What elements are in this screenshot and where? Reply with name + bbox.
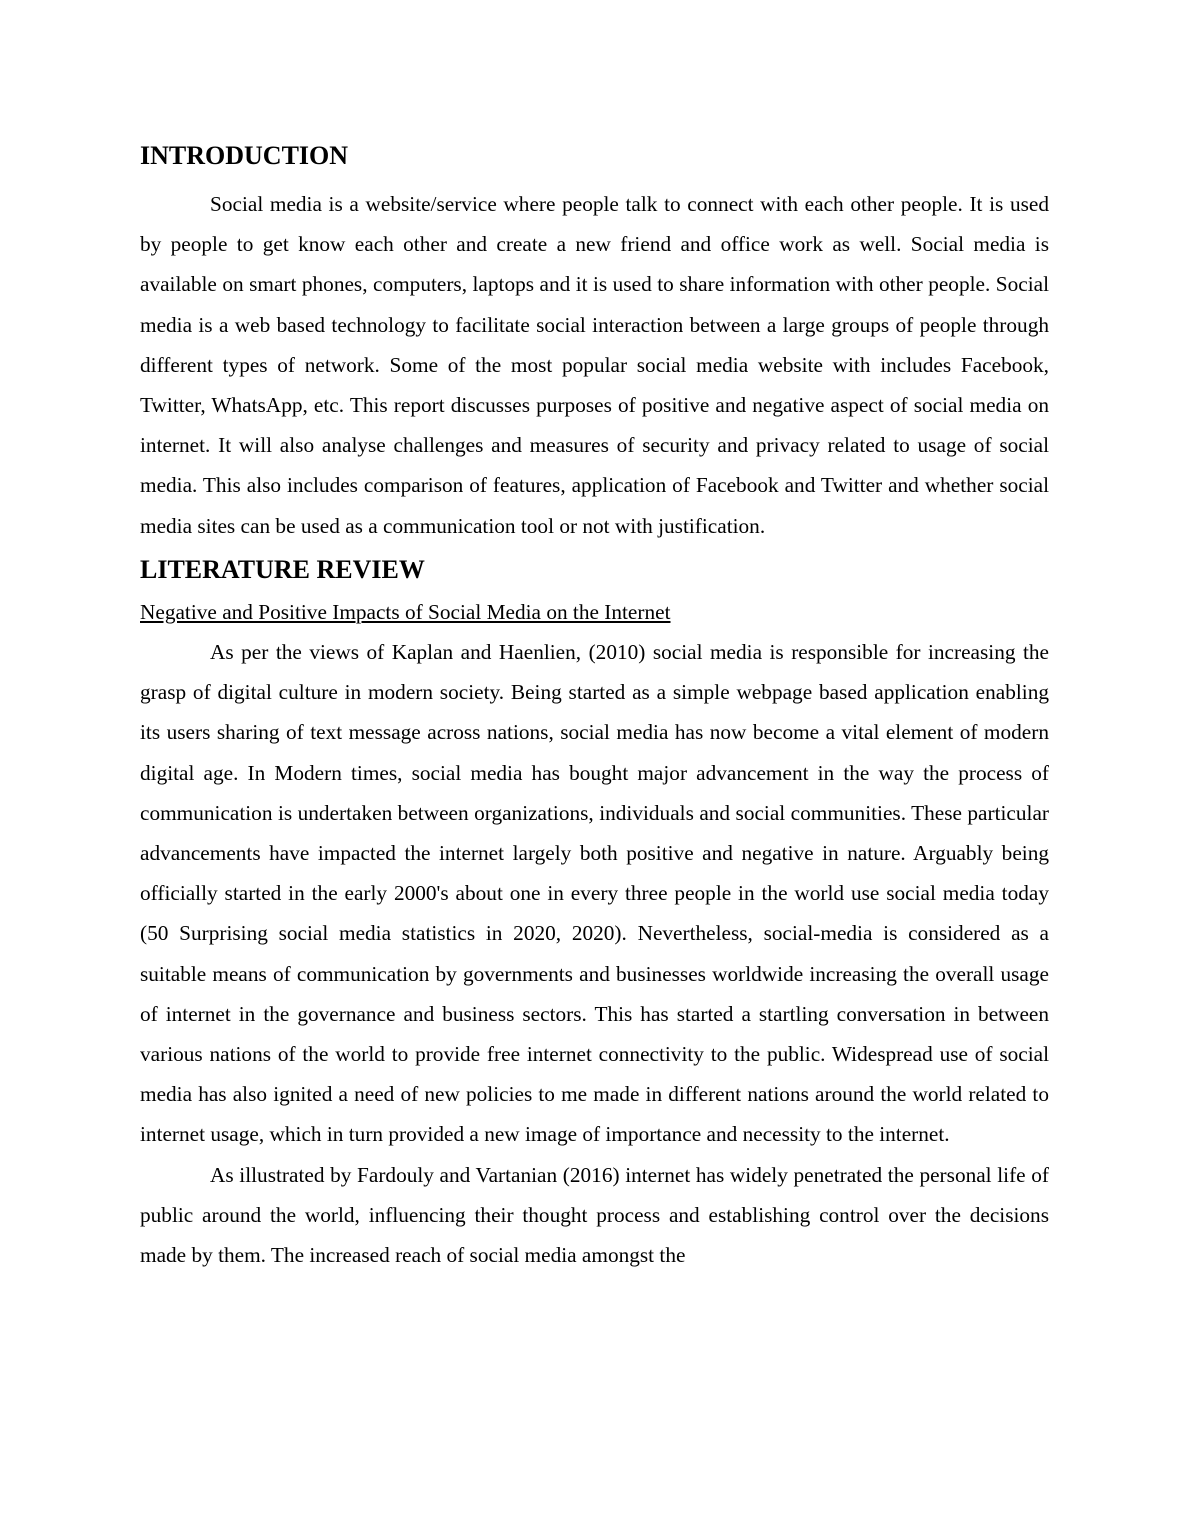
paragraph: As illustrated by Fardouly and Vartanian (2016) internet has widely penetrated the personal life of public around the world, influencing their thought process and establishing control over the decisions made by them. The increased reach of social media amongst the [140,1162,1049,1268]
paragraph: Social media is a website/service where people talk to connect with each other people. It is used by people to get know each other and create a new friend and office work as well. Social media is available on smart phones, computers, laptops and it is used to share information with other people. Social media is a web based technology to facilitate social interaction between a large groups of people through different types of network. Some of the most popular social media website with includes Facebook, Twitter, WhatsApp, etc. This report discusses purposes of positive and negative aspect of social media on internet. It will also analyse challenges and measures of security and privacy related to usage of social media. This also includes comparison of features, application of Facebook and Twitter and whether social media sites can be used as a communication tool or not with justification. [140,192,1049,538]
subsection-heading: Negative and Positive Impacts of Social Media on the Internet [140,599,671,624]
document-page [140,138,1049,1275]
paragraph: As per the views of Kaplan and Haenlien, (2010) social media is responsible for increasing the grasp of digital culture in modern society. Being started as a simple webpage based application enabling its users sharing of text message across nations, social media has now become a vital element of modern digital age. In Modern times, social media has bought major advancement in the way the process of communication is undertaken between organizations, individuals and social communities. These particular advancements have impacted the internet largely both positive and negative in nature. Arguably being officially started in the early 2000's about one in every three people in the world use social media today (50 Surprising social media statistics in 2020, 2020). Nevertheless, social-media is considered as a suitable means of communication by governments and businesses worldwide increasing the overall usage of internet in the governance and business sectors. This has started a startling conversation in between various nations of the world to provide free internet connectivity to the public. Widespread use of social media has also ignited a need of new policies to me made in different nations around the world related to internet usage, which in turn provided a new image of importance and necessity to the internet. [140,640,1049,1147]
section-heading-literature-review: LITERATURE REVIEW [140,554,425,584]
section-heading-introduction: INTRODUCTION [140,141,349,170]
